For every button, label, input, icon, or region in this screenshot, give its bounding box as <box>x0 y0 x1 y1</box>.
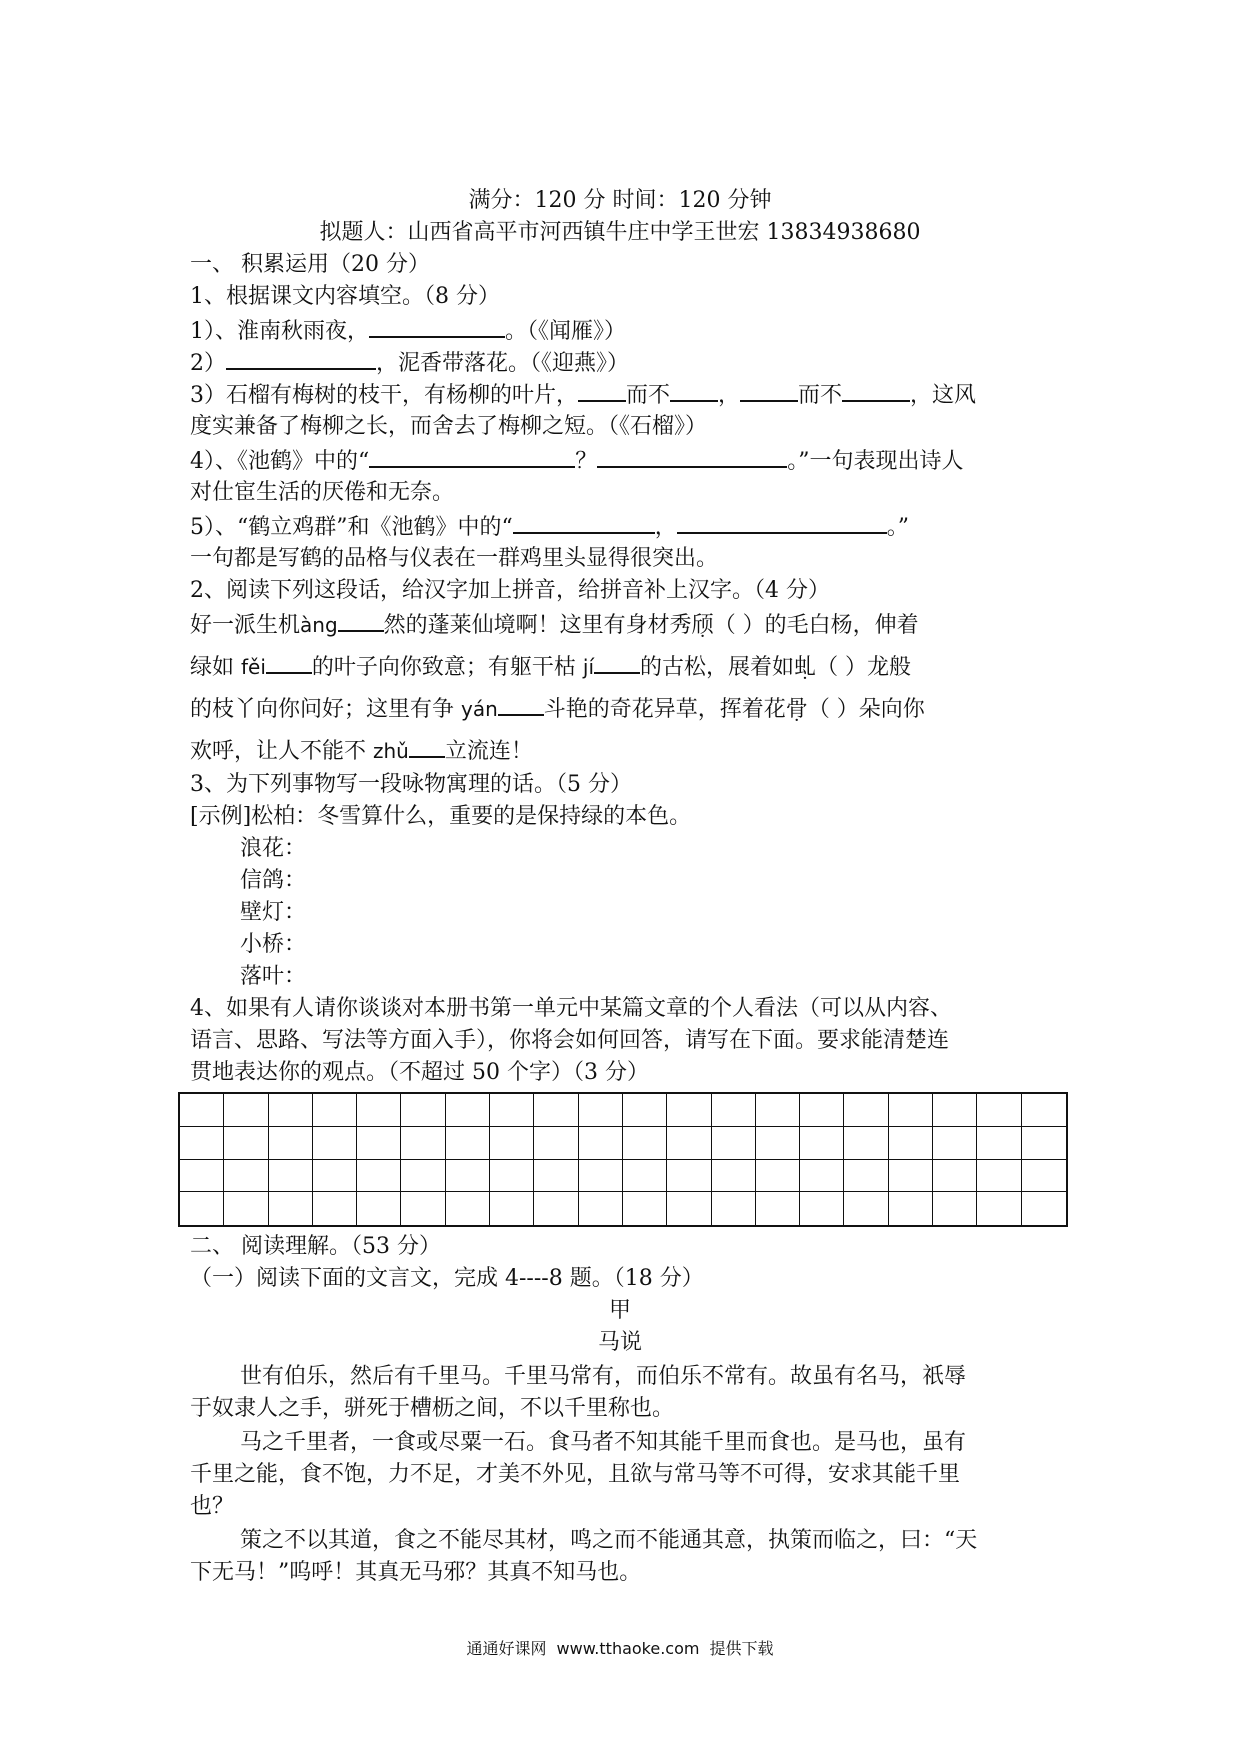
grid-cell[interactable] <box>446 1094 490 1127</box>
q2-title: 2、阅读下列这段话，给汉字加上拼音，给拼音补上汉字。（4 分） <box>190 578 830 603</box>
grid-cell[interactable] <box>756 1094 800 1127</box>
grid-cell[interactable] <box>667 1160 711 1193</box>
section-one-heading: 一、 积累运用（20 分） <box>190 252 430 277</box>
q1-line-4b: 对仕宦生活的厌倦和无奈。 <box>190 480 455 505</box>
grid-cell[interactable] <box>977 1094 1021 1127</box>
grid-cell[interactable] <box>224 1160 268 1193</box>
q2-text: （ ）龙般 <box>816 655 912 680</box>
grid-cell[interactable] <box>401 1160 445 1193</box>
article-para-2a: 马之千里者，一食或尽粟一石。食马者不知其能千里而食也。是马也，虽有 <box>240 1430 967 1455</box>
q2-text: 然的蓬莱仙境啊！这里有身材秀 <box>383 613 692 638</box>
grid-cell[interactable] <box>667 1094 711 1127</box>
grid-cell[interactable] <box>712 1192 756 1225</box>
fill-blank[interactable] <box>597 446 787 468</box>
grid-cell[interactable] <box>579 1094 623 1127</box>
grid-cell[interactable] <box>313 1127 357 1160</box>
q2-row-4 <box>190 736 533 767</box>
q2-text: 绿如 <box>190 655 241 680</box>
grid-cell[interactable] <box>401 1094 445 1127</box>
q1-text: ， <box>718 383 741 408</box>
grid-cell[interactable] <box>357 1192 401 1225</box>
answer-grid[interactable] <box>178 1092 1068 1227</box>
article-para-3b: 下无马！”呜呼！其真无马邪？其真不知马也。 <box>190 1560 642 1585</box>
grid-cell[interactable] <box>446 1127 490 1160</box>
grid-cell[interactable] <box>579 1160 623 1193</box>
grid-cell[interactable] <box>357 1160 401 1193</box>
fill-blank[interactable] <box>266 652 312 674</box>
article-para-1a: 世有伯乐，然后有千里马。千里马常有，而伯乐不常有。故虽有名马，祇辱 <box>240 1364 967 1389</box>
q1-line-3b: 度实兼备了梅柳之长，而舍去了梅柳之短。（《石榴》） <box>190 414 708 439</box>
grid-cell[interactable] <box>1022 1094 1066 1127</box>
q2-text: （ ）的毛白杨，伸着 <box>713 613 919 638</box>
q3-item-5: 落叶： <box>240 964 307 989</box>
grid-cell[interactable] <box>933 1160 977 1193</box>
grid-cell[interactable] <box>844 1160 888 1193</box>
grid-cell[interactable] <box>712 1094 756 1127</box>
q1-line-3 <box>190 380 976 411</box>
q1-text: 3）石榴有梅树的枝干，有杨柳的叶片， <box>190 383 578 408</box>
dotted-char: 虬 <box>794 655 817 680</box>
grid-cell[interactable] <box>933 1127 977 1160</box>
grid-cell[interactable] <box>800 1094 844 1127</box>
grid-cell[interactable] <box>579 1192 623 1225</box>
fill-blank[interactable] <box>498 694 544 716</box>
grid-cell[interactable] <box>180 1192 224 1225</box>
grid-cell[interactable] <box>224 1094 268 1127</box>
grid-cell[interactable] <box>357 1127 401 1160</box>
grid-cell[interactable] <box>224 1192 268 1225</box>
grid-cell[interactable] <box>933 1192 977 1225</box>
footer-note: 提供下载 <box>709 1639 774 1658</box>
q1-title: 1、根据课文内容填空。（8 分） <box>190 284 500 309</box>
grid-cell[interactable] <box>977 1127 1021 1160</box>
q3-item-4: 小桥： <box>240 932 307 957</box>
grid-cell[interactable] <box>269 1094 313 1127</box>
q4-line-2: 语言、思路、写法等方面入手），你将会如何回答，请写在下面。要求能清楚连 <box>190 1028 950 1053</box>
footer-site: 通通好课网 <box>466 1639 547 1658</box>
grid-cell[interactable] <box>180 1160 224 1193</box>
grid-cell[interactable] <box>269 1192 313 1225</box>
q2-text: 好一派生机 <box>190 613 301 638</box>
q1-text: ， <box>654 515 677 540</box>
fill-blank[interactable] <box>369 316 505 338</box>
fill-blank[interactable] <box>677 512 887 534</box>
grid-cell[interactable] <box>1022 1160 1066 1193</box>
grid-cell[interactable] <box>712 1127 756 1160</box>
q1-text: 2） <box>190 351 226 376</box>
fill-blank[interactable] <box>409 736 445 758</box>
q1-line-4 <box>190 446 964 477</box>
q1-text: 。”一句表现出诗人 <box>787 449 964 474</box>
grid-cell[interactable] <box>534 1127 578 1160</box>
article-para-3a: 策之不以其道，食之不能尽其材，鸣之而不能通其意，执策而临之，曰：“天 <box>240 1528 978 1553</box>
grid-cell[interactable] <box>623 1094 667 1127</box>
q1-text: 。” <box>886 515 910 540</box>
grid-cell[interactable] <box>579 1127 623 1160</box>
grid-cell[interactable] <box>534 1094 578 1127</box>
grid-cell[interactable] <box>756 1160 800 1193</box>
q1-text: 。（《闻雁》） <box>505 319 627 344</box>
q2-text: 斗艳的奇花异草，挥着花 <box>543 697 786 722</box>
q1-text: 1）、淮南秋雨夜， <box>190 319 369 344</box>
grid-cell[interactable] <box>756 1127 800 1160</box>
grid-cell[interactable] <box>534 1160 578 1193</box>
grid-cell[interactable] <box>534 1192 578 1225</box>
q2-text: 立流连！ <box>444 739 533 764</box>
grid-cell[interactable] <box>490 1160 534 1193</box>
pinyin: fěi <box>241 655 266 679</box>
grid-cell[interactable] <box>313 1094 357 1127</box>
article-para-1b: 于奴隶人之手，骈死于槽枥之间，不以千里称也。 <box>190 1396 675 1421</box>
grid-cell[interactable] <box>977 1160 1021 1193</box>
grid-cell[interactable] <box>800 1127 844 1160</box>
dotted-char: 骨 <box>785 697 808 722</box>
score-time-line: 满分：120 分 时间：120 分钟 <box>468 188 772 213</box>
q2-row-3 <box>190 694 925 725</box>
passage-label: 甲 <box>608 1298 631 1323</box>
article-para-2c: 也？ <box>190 1494 235 1519</box>
q1-line-2 <box>190 348 629 379</box>
grid-cell[interactable] <box>756 1192 800 1225</box>
dotted-char: 颀 <box>691 613 714 638</box>
grid-cell[interactable] <box>977 1192 1021 1225</box>
grid-cell[interactable] <box>889 1127 933 1160</box>
grid-cell[interactable] <box>844 1192 888 1225</box>
q2-text: 的枝丫向你问好；这里有争 <box>190 697 461 722</box>
grid-cell[interactable] <box>889 1192 933 1225</box>
grid-cell[interactable] <box>490 1127 534 1160</box>
fill-blank[interactable] <box>740 380 798 402</box>
q2-text: （ ）朵向你 <box>807 697 925 722</box>
grid-cell[interactable] <box>933 1094 977 1127</box>
q1-text: 4）、《池鹤》中的“ <box>190 449 370 474</box>
grid-cell[interactable] <box>357 1094 401 1127</box>
grid-cell[interactable] <box>490 1094 534 1127</box>
q1-line-5b: 一句都是写鹤的品格与仪表在一群鸡里头显得很突出。 <box>190 546 719 571</box>
grid-cell[interactable] <box>623 1127 667 1160</box>
grid-cell[interactable] <box>401 1127 445 1160</box>
grid-cell[interactable] <box>623 1160 667 1193</box>
q1-text: 而不 <box>626 383 671 408</box>
q4-line-3: 贯地表达你的观点。（不超过 50 个字）（3 分） <box>190 1060 649 1085</box>
pinyin: àng <box>300 613 338 637</box>
q2-text: 欢呼，让人不能不 <box>190 739 373 764</box>
q3-item-2: 信鸽： <box>240 868 307 893</box>
q1-text: ，泥香带落花。（《迎燕》） <box>376 351 630 376</box>
grid-cell[interactable] <box>712 1160 756 1193</box>
fill-blank[interactable] <box>578 380 626 402</box>
q2-row-1 <box>190 610 919 641</box>
q1-line-5 <box>190 512 909 543</box>
grid-cell[interactable] <box>667 1192 711 1225</box>
grid-cell[interactable] <box>1022 1127 1066 1160</box>
grid-cell[interactable] <box>889 1160 933 1193</box>
fill-blank[interactable] <box>670 380 718 402</box>
q4-line-1: 4、如果有人请你谈谈对本册书第一单元中某篇文章的个人看法（可以从内容、 <box>190 996 952 1021</box>
pinyin: zhǔ <box>373 739 409 763</box>
grid-cell[interactable] <box>667 1127 711 1160</box>
q3-example: [示例]松柏：冬雪算什么，重要的是保持绿的本色。 <box>190 804 692 829</box>
grid-cell[interactable] <box>844 1127 888 1160</box>
section-two-heading: 二、 阅读理解。（53 分） <box>190 1234 441 1259</box>
grid-cell[interactable] <box>180 1127 224 1160</box>
section-two-sub: （一）阅读下面的文言文，完成 4----8 题。（18 分） <box>190 1266 704 1291</box>
fill-blank[interactable] <box>513 512 655 534</box>
grid-cell[interactable] <box>1022 1192 1066 1225</box>
q2-text: 的古松，展着如 <box>640 655 795 680</box>
grid-cell[interactable] <box>800 1192 844 1225</box>
q3-item-1: 浪花： <box>240 836 307 861</box>
grid-cell[interactable] <box>490 1192 534 1225</box>
article-title: 马说 <box>597 1330 642 1355</box>
fill-blank[interactable] <box>338 610 384 632</box>
grid-cell[interactable] <box>269 1160 313 1193</box>
grid-cell[interactable] <box>844 1094 888 1127</box>
grid-cell[interactable] <box>313 1160 357 1193</box>
pinyin: jí <box>582 655 595 679</box>
fill-blank[interactable] <box>594 652 640 674</box>
q2-text: 的叶子向你致意；有躯干枯 <box>311 655 583 680</box>
grid-cell[interactable] <box>623 1192 667 1225</box>
q1-line-1 <box>190 316 626 347</box>
fill-blank[interactable] <box>842 380 910 402</box>
q1-text: 而不 <box>798 383 843 408</box>
q1-text: ，这风 <box>910 383 977 408</box>
q2-row-2 <box>190 652 911 683</box>
q1-text: ？ <box>575 449 598 474</box>
grid-cell[interactable] <box>224 1127 268 1160</box>
fill-blank[interactable] <box>226 348 376 370</box>
fill-blank[interactable] <box>369 446 575 468</box>
q1-text: 5）、“鹤立鸡群”和《池鹤》中的“ <box>190 515 513 540</box>
grid-cell[interactable] <box>446 1192 490 1225</box>
q3-item-3: 壁灯： <box>240 900 307 925</box>
grid-cell[interactable] <box>401 1192 445 1225</box>
q3-title: 3、为下列事物写一段咏物寓理的话。（5 分） <box>190 772 632 797</box>
footer <box>0 1636 1240 1659</box>
author-line: 拟题人：山西省高平市河西镇牛庄中学王世宏 13834938680 <box>319 220 921 245</box>
grid-cell[interactable] <box>800 1160 844 1193</box>
footer-url[interactable]: www.tthaoke.com <box>556 1639 700 1658</box>
grid-cell[interactable] <box>180 1094 224 1127</box>
grid-cell[interactable] <box>269 1127 313 1160</box>
grid-cell[interactable] <box>446 1160 490 1193</box>
grid-cell[interactable] <box>313 1192 357 1225</box>
article-para-2b: 千里之能，食不饱，力不足，才美不外见，且欲与常马等不可得，安求其能千里 <box>190 1462 961 1487</box>
grid-cell[interactable] <box>889 1094 933 1127</box>
pinyin: yán <box>461 697 498 721</box>
